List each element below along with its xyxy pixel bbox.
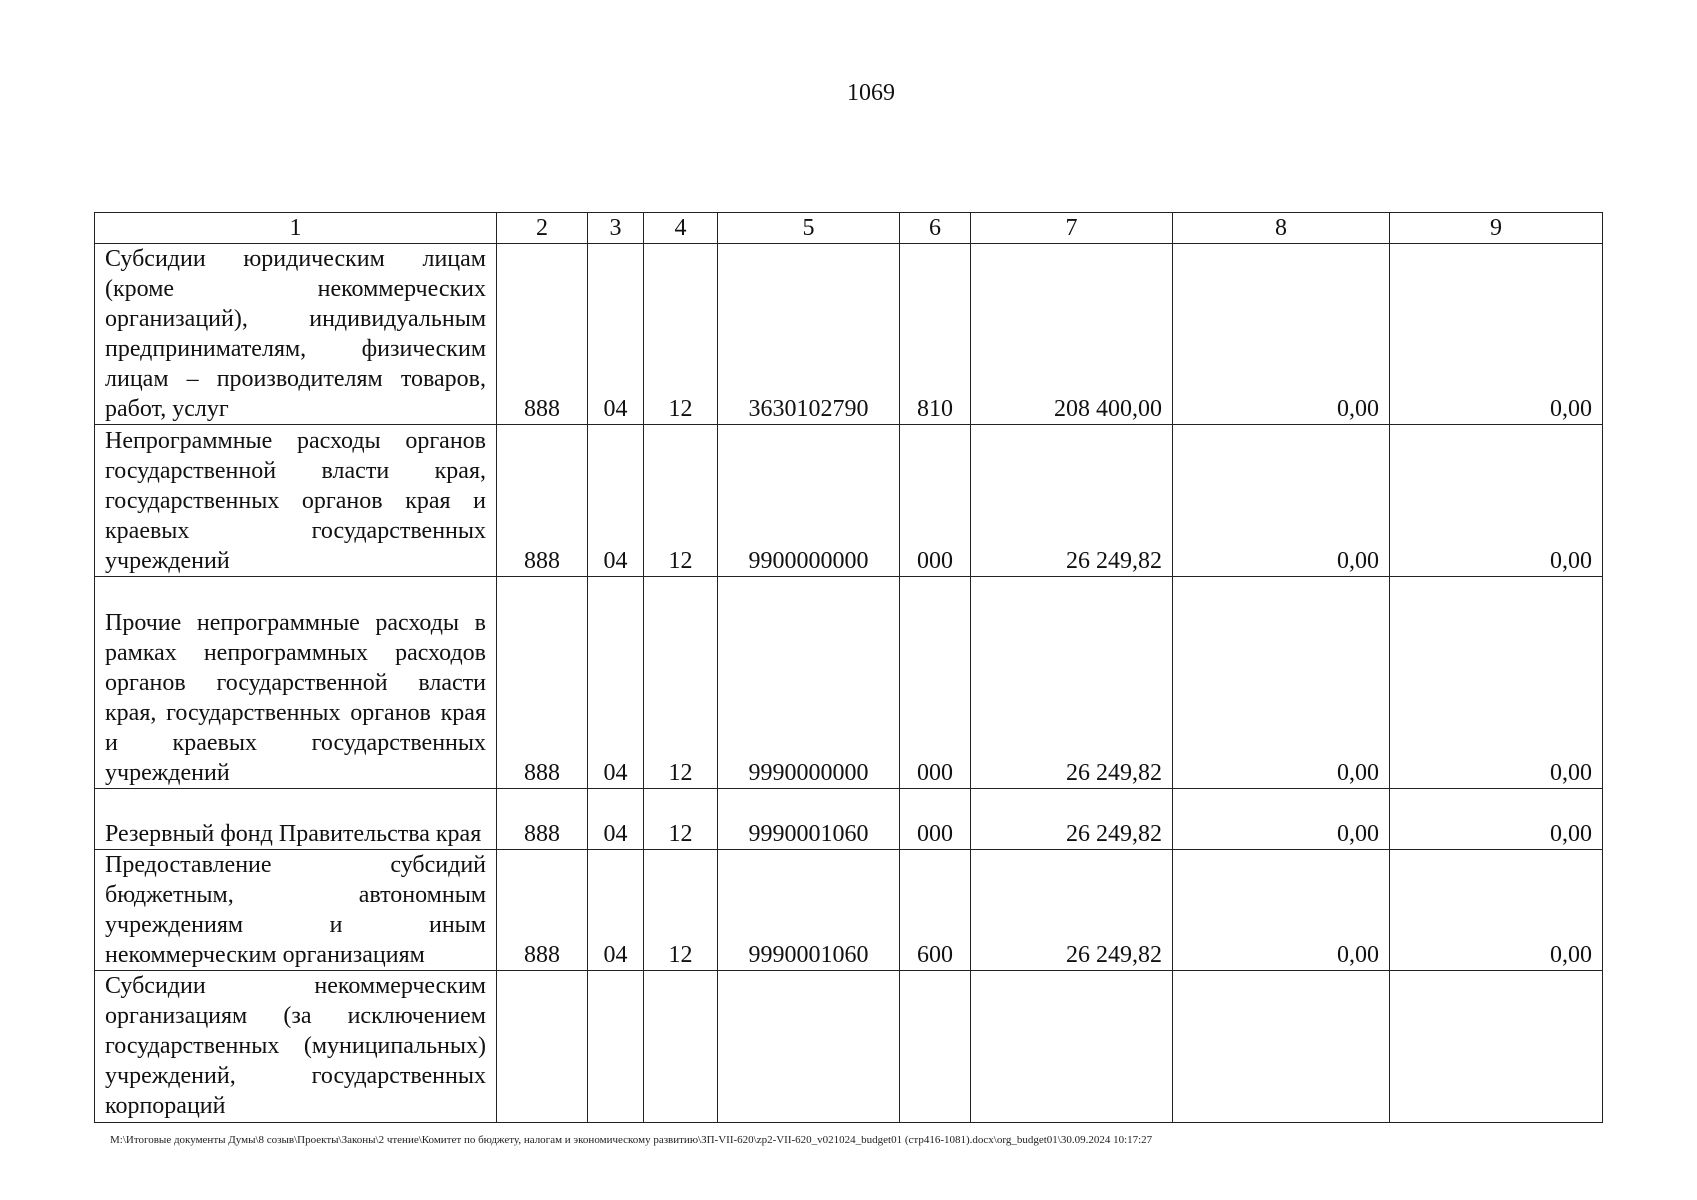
cell-col7: 208 400,00: [971, 244, 1173, 425]
column-header-5: 5: [718, 213, 900, 244]
cell-col7: 26 249,82: [971, 425, 1173, 577]
cell-col4: 12: [644, 789, 718, 850]
page-number: 1069: [847, 80, 895, 106]
cell-col4: 12: [644, 577, 718, 789]
row-description: Предоставление субсидий бюджетным, автономным учреждениям и иным некоммерческим организациям: [95, 850, 497, 971]
cell-col4: 12: [644, 850, 718, 971]
cell-col6: 000: [900, 425, 971, 577]
cell-col9: 0,00: [1390, 850, 1603, 971]
column-header-4: 4: [644, 213, 718, 244]
column-header-1: 1: [95, 213, 497, 244]
footer-file-path: M:\Итоговые документы Думы\8 созыв\Проекты\Законы\2 чтение\Комитет по бюджету, налогам и экономическому развитию\ЗП-VII-620\zp2-VII-620_v021024_budget01 (стр416-1081).docx\org_budget01\30.09.2024 10:17:27: [110, 1134, 1153, 1146]
cell-col2: 888: [497, 850, 588, 971]
row-description: Субсидии некоммерческим организациям (за исключением государственных (муниципальных) учреждений, государственных корпораций: [95, 971, 497, 1123]
cell-col2: 888: [497, 789, 588, 850]
column-header-2: 2: [497, 213, 588, 244]
cell-col9: 0,00: [1390, 577, 1603, 789]
column-header-7: 7: [971, 213, 1173, 244]
row-description: Прочие непрограммные расходы в рамках непрограммных расходов органов государственной власти края, государственных органов края и краевых государственных учреждений: [95, 577, 497, 789]
cell-col9: 0,00: [1390, 425, 1603, 577]
column-header-6: 6: [900, 213, 971, 244]
cell-col2: 888: [497, 577, 588, 789]
cell-col2: 888: [497, 425, 588, 577]
cell-col4: 12: [644, 244, 718, 425]
row-description: Непрограммные расходы органов государственной власти края, государственных органов края и краевых государственных учреждений: [95, 425, 497, 577]
cell-col3: [588, 971, 644, 1123]
cell-col4: [644, 971, 718, 1123]
cell-col7: 26 249,82: [971, 850, 1173, 971]
column-header-8: 8: [1173, 213, 1390, 244]
cell-col9: [1390, 971, 1603, 1123]
cell-col8: 0,00: [1173, 425, 1390, 577]
cell-col3: 04: [588, 850, 644, 971]
cell-col3: 04: [588, 789, 644, 850]
cell-col9: 0,00: [1390, 244, 1603, 425]
cell-col6: [900, 971, 971, 1123]
cell-col7: 26 249,82: [971, 789, 1173, 850]
cell-col2: [497, 971, 588, 1123]
cell-col3: 04: [588, 577, 644, 789]
cell-col5: 9900000000: [718, 425, 900, 577]
cell-col5: [718, 971, 900, 1123]
cell-col8: 0,00: [1173, 850, 1390, 971]
cell-col8: [1173, 971, 1390, 1123]
column-number-row: [95, 213, 1603, 244]
table-row: [95, 425, 1603, 577]
cell-col8: 0,00: [1173, 244, 1390, 425]
cell-col7: 26 249,82: [971, 577, 1173, 789]
cell-col6: 810: [900, 244, 971, 425]
cell-col8: 0,00: [1173, 789, 1390, 850]
table-row: [95, 577, 1603, 789]
cell-col3: 04: [588, 244, 644, 425]
cell-col7: [971, 971, 1173, 1123]
cell-col5: 9990001060: [718, 789, 900, 850]
cell-col5: 9990001060: [718, 850, 900, 971]
cell-col5: 3630102790: [718, 244, 900, 425]
column-header-3: 3: [588, 213, 644, 244]
cell-col6: 600: [900, 850, 971, 971]
table-row: [95, 244, 1603, 425]
cell-col4: 12: [644, 425, 718, 577]
cell-col9: 0,00: [1390, 789, 1603, 850]
table-row: [95, 850, 1603, 971]
cell-col8: 0,00: [1173, 577, 1390, 789]
cell-col6: 000: [900, 577, 971, 789]
table-row: [95, 789, 1603, 850]
cell-col3: 04: [588, 425, 644, 577]
cell-col2: 888: [497, 244, 588, 425]
row-description: Резервный фонд Правительства края: [95, 789, 497, 850]
cell-col5: 9990000000: [718, 577, 900, 789]
column-header-9: 9: [1390, 213, 1603, 244]
table-row: [95, 971, 1603, 1123]
row-description: Субсидии юридическим лицам (кроме некоммерческих организаций), индивидуальным предпринимателям, физическим лицам – производителям товаров, работ, услуг: [95, 244, 497, 425]
cell-col6: 000: [900, 789, 971, 850]
budget-table: [94, 212, 1603, 1123]
